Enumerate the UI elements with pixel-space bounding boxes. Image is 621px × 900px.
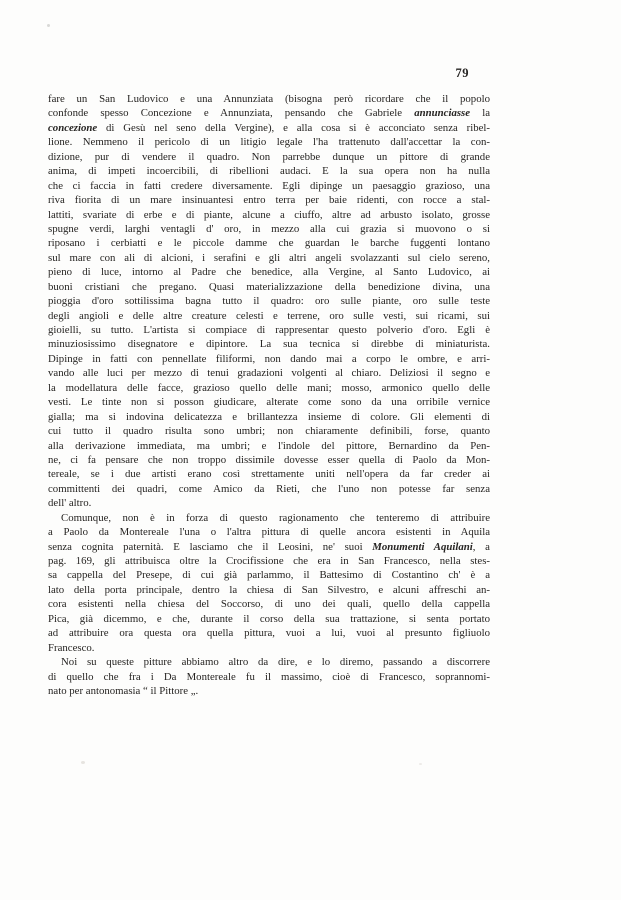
text-line bbox=[48, 135, 490, 149]
text-segment: nato per antonomasia “ il Pittore „. bbox=[48, 684, 199, 697]
page-number: 79 bbox=[455, 66, 469, 80]
text-segment: pieno di luce, intorno al Padre che benedice, alla Vergine, al Santo Ludovico, ai bbox=[48, 266, 490, 279]
emphasized-text: annunciasse bbox=[414, 107, 471, 120]
text-line bbox=[48, 641, 490, 655]
text-line bbox=[48, 395, 490, 409]
text-segment: fare un San Ludovico e una Annunziata (bisogna però ricordare che il popolo bbox=[48, 93, 490, 105]
text-line bbox=[48, 482, 490, 496]
text-segment: la modellatura delle facce, grazioso quello delle mani; mosso, armonico quello delle bbox=[48, 381, 490, 394]
text-line bbox=[48, 439, 490, 453]
text-line bbox=[48, 106, 490, 120]
text-line bbox=[48, 583, 490, 597]
text-line bbox=[48, 424, 490, 438]
emphasized-text: concezione bbox=[48, 121, 98, 134]
text-segment: Dipinge in fatti con pennellate filiformi, non dando mai a corpo le ombre, e arri- bbox=[48, 352, 490, 365]
text-segment: senza cognita paternità. E lasciamo che il Leosini, ne' suoi bbox=[48, 540, 373, 553]
text-segment: anima, di impeti incoercibili, di ribellioni audaci. E la sua opera non ha nulla bbox=[48, 165, 490, 178]
text-line bbox=[48, 540, 490, 554]
text-segment: che ci faccia in fatti credere diversamente. Egli dipinge un paesaggio grazioso, una bbox=[48, 179, 490, 192]
text-segment: lattiti, svariate di erbe e di piante, alcune a ciuffo, altre ad arbusto isolato, grosse bbox=[48, 208, 490, 221]
text-segment: cui tutto il quadro risulta sono umbri; non chiaramente definibili, forse, quanto bbox=[48, 425, 490, 438]
text-segment: , a bbox=[472, 540, 490, 553]
text-line bbox=[48, 597, 490, 611]
text-line bbox=[48, 208, 490, 222]
text-segment: Comunque, non è in forza di questo ragionamento che tenteremo di attribuire bbox=[61, 511, 490, 524]
text-line bbox=[48, 179, 490, 193]
text-line bbox=[48, 381, 490, 395]
text-segment: riva fiorita di un mare insinuantesi entro terra per baie ridenti, con rocce a stal- bbox=[48, 194, 490, 207]
text-line bbox=[48, 453, 490, 467]
text-line bbox=[48, 121, 490, 135]
text-segment: gialla; ma si indovina delicatezza e brillantezza insieme di colore. Gli elementi di bbox=[48, 410, 490, 423]
text-line bbox=[48, 280, 490, 294]
text-segment: cora esistenti nella chiesa del Soccorso, di uno dei quali, quello della cappella bbox=[48, 598, 490, 611]
text-segment: la bbox=[470, 107, 490, 120]
text-segment: dell' altro. bbox=[48, 497, 92, 510]
text-line bbox=[48, 467, 490, 481]
text-segment: lione. Nemmeno il pericolo di un litigio legale l'ha trattenuto dall'accettar la con- bbox=[48, 136, 490, 149]
text-line bbox=[48, 236, 490, 250]
text-line bbox=[48, 193, 490, 207]
text-line bbox=[48, 164, 490, 178]
text-segment: vando alle luci per mezzo di tenui gradazioni volgenti al chiaro. Deliziosi il segno e bbox=[48, 367, 490, 380]
text-line bbox=[48, 612, 490, 626]
text-line bbox=[48, 309, 490, 323]
text-line bbox=[48, 251, 490, 265]
text-segment: confonde spesso Concezione e Annunziata, pensando che Gabriele bbox=[48, 107, 415, 120]
text-line bbox=[48, 150, 490, 164]
text-line bbox=[48, 568, 490, 582]
text-segment: Noi su queste pitture abbiamo altro da dire, e lo diremo, passando a discorrere bbox=[61, 656, 490, 669]
text-segment: sul mare con ali di alcioni, i serafini e gli altri angeli svolazzanti sul cielo sereno, bbox=[48, 251, 490, 264]
text-line bbox=[48, 655, 490, 669]
text-segment: ad attribuire ora questa ora quella pittura, vuoi a lui, vuoi al presunto figliuolo bbox=[48, 627, 490, 640]
text-segment: committenti dei quadri, come Amico da Rieti, che l'uno non potesse far senza bbox=[48, 482, 490, 495]
text-segment: Francesco. bbox=[48, 641, 95, 654]
text-segment: spugne verdi, larghi ventagli d' oro, in mezzo alla cui grazia si muovono o si bbox=[48, 222, 490, 235]
text-block bbox=[48, 92, 490, 698]
text-segment: vesti. Le tinte non si posson giudicare, alterate come sono da una orribile vernice bbox=[48, 396, 490, 409]
text-line bbox=[48, 352, 490, 366]
text-line bbox=[48, 294, 490, 308]
text-line bbox=[48, 337, 490, 351]
text-segment: di Gesù nel seno della Vergine), e alla cosa si è acconciato senza ribel- bbox=[97, 121, 490, 134]
text-segment: gioielli, su tutto. L'artista si compiace di rappresentar questo polverio d'oro. Egli è bbox=[48, 324, 490, 336]
text-segment: dizione, pur di vendere il quadro. Non parrebbe dunque un pittore di grande bbox=[48, 150, 490, 163]
text-segment: alla derivazione immediata, ma umbri; e l'indole del pittore, Bernardino da Pen- bbox=[48, 439, 490, 452]
text-line bbox=[48, 525, 490, 539]
text-line bbox=[48, 684, 490, 698]
text-segment: di quello che fra i Da Montereale fu il massimo, cioè di Francesco, soprannomi- bbox=[48, 670, 490, 683]
text-segment: tereale, se i due artisti erano così strettamente uniti nell'opera da far creder ai bbox=[48, 468, 490, 481]
text-segment: pag. 169, gli attribuisca oltre la Crocifissione che era in San Francesco, nella stes- bbox=[48, 555, 490, 567]
text-line bbox=[48, 511, 490, 525]
paper-speck bbox=[47, 24, 50, 27]
text-line bbox=[48, 265, 490, 279]
text-line bbox=[48, 670, 490, 684]
text-segment: pioggia d'oro sottilissima bagna tutto il quadro: oro sulle piante, oro sulle teste bbox=[48, 295, 490, 308]
text-line bbox=[48, 554, 490, 568]
text-segment: sa cappella del Presepe, di cui già parlammo, il Battesimo di Costantino ch' è a bbox=[48, 569, 490, 582]
text-segment: Pica, già dicemmo, e che, durante il corso della sua trattazione, si senta portato bbox=[48, 612, 490, 625]
text-line bbox=[48, 323, 490, 337]
text-line bbox=[48, 496, 490, 510]
text-segment: lato della porta principale, dentro la chiesa di San Silvestro, e alcuni affreschi an- bbox=[48, 583, 490, 596]
text-segment: buoni cristiani che pregano. Quasi materializzazione della benedizione divina, una bbox=[48, 280, 490, 293]
text-line bbox=[48, 410, 490, 424]
text-segment: minuziosissimo disegnatore e dipintore. La sua tecnica si direbbe di miniaturista. bbox=[48, 338, 490, 351]
text-line bbox=[48, 626, 490, 640]
text-segment: a Paolo da Montereale l'una o l'altra pittura di quelle ancora esistenti in Aquila bbox=[48, 526, 490, 539]
paper-speck bbox=[81, 761, 85, 764]
paper-speck bbox=[419, 763, 422, 765]
emphasized-text: Monumenti Aquilani bbox=[372, 540, 473, 553]
text-segment: ne, ci fa pensare che non troppo dissimile dovesse esser quella di Paolo da Mon- bbox=[48, 453, 490, 466]
text-segment: riposano i cerbiatti e le piccole damme che guardan le barche fuggenti lontano bbox=[48, 237, 490, 250]
text-line bbox=[48, 92, 490, 106]
text-line bbox=[48, 366, 490, 380]
text-segment: degli angioli e delle altre creature celesti e terrene, oro sulle vesti, sui ricami, sui bbox=[48, 309, 490, 322]
text-line bbox=[48, 222, 490, 236]
